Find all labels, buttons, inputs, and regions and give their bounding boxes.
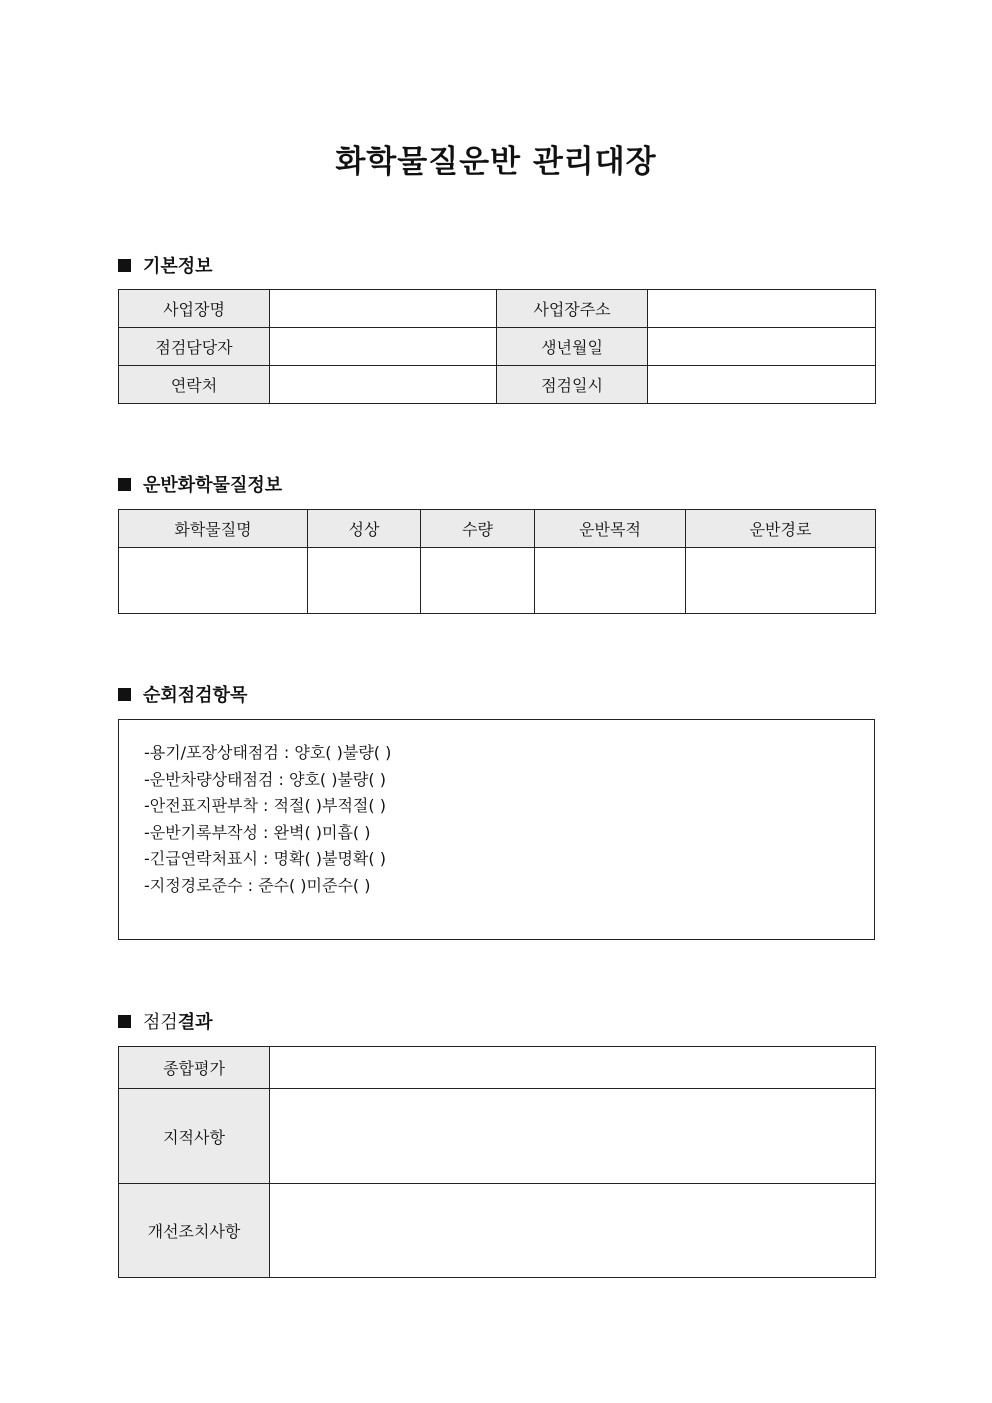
- section-heading-basic: [118, 253, 213, 277]
- state-field[interactable]: [308, 548, 421, 614]
- checklist-item: -안전표지판부착 : 적절( )부적절( ): [144, 796, 386, 816]
- square-bullet-icon: [118, 478, 131, 491]
- label-cell: 생년월일: [497, 328, 648, 366]
- inspector-field[interactable]: [270, 328, 497, 366]
- section-heading-text: 기본정보: [143, 256, 213, 277]
- business-name-field[interactable]: [270, 290, 497, 328]
- chemical-info-table: [118, 509, 876, 614]
- overall-evaluation-field[interactable]: [270, 1047, 876, 1089]
- purpose-field[interactable]: [535, 548, 686, 614]
- section-heading-text: 운반화학물질정보: [143, 475, 283, 496]
- section-heading-result: [118, 1009, 213, 1033]
- section-heading-text-light: 점검: [143, 1012, 178, 1033]
- basic-info-table: [118, 289, 876, 404]
- column-header: 화학물질명: [119, 510, 308, 548]
- chemical-name-field[interactable]: [119, 548, 308, 614]
- business-address-field[interactable]: [648, 290, 876, 328]
- table-row: [119, 290, 876, 328]
- checklist-item: -지정경로준수 : 준수( )미준수( ): [144, 875, 371, 895]
- label-cell: 점검일시: [497, 366, 648, 404]
- checklist-item: -용기/포장상태점검 : 양호( )불량( ): [144, 743, 392, 762]
- checklist: [119, 720, 874, 900]
- table-row: [119, 1089, 876, 1184]
- checklist-item: -긴급연락처표시 : 명확( )불명확( ): [144, 849, 386, 869]
- table-row: [119, 328, 876, 366]
- section-heading-text-bold: 결과: [177, 1012, 213, 1033]
- section-heading-patrol: [118, 682, 247, 706]
- birth-date-field[interactable]: [648, 328, 876, 366]
- table-header-row: [119, 510, 876, 548]
- label-cell: 사업장주소: [497, 290, 648, 328]
- result-table: [118, 1046, 876, 1278]
- inspection-datetime-field[interactable]: [648, 366, 876, 404]
- column-header: 운반목적: [535, 510, 686, 548]
- label-cell: 개선조치사항: [119, 1184, 270, 1278]
- column-header: 수량: [421, 510, 535, 548]
- label-cell: 연락처: [119, 366, 270, 404]
- section-heading-text: 순회점검항목: [143, 685, 248, 706]
- route-field[interactable]: [686, 548, 876, 614]
- square-bullet-icon: [118, 688, 131, 701]
- corrective-actions-field[interactable]: [270, 1184, 876, 1278]
- checklist-item: -운반차량상태점검 : 양호( )불량( ): [144, 769, 386, 789]
- table-row: [119, 366, 876, 404]
- checklist-item: -운반기록부작성 : 완벽( )미흡( ): [144, 822, 371, 842]
- findings-field[interactable]: [270, 1089, 876, 1184]
- contact-field[interactable]: [270, 366, 497, 404]
- label-cell: 점검담당자: [119, 328, 270, 366]
- label-cell: 지적사항: [119, 1089, 270, 1184]
- square-bullet-icon: [118, 259, 131, 272]
- page-title: 화학물질운반 관리대장: [335, 144, 657, 180]
- table-row: [119, 1184, 876, 1278]
- label-cell: 사업장명: [119, 290, 270, 328]
- section-heading-chemical: [118, 472, 282, 496]
- table-row: [119, 1047, 876, 1089]
- column-header: 성상: [308, 510, 421, 548]
- label-cell: 종합평가: [119, 1047, 270, 1089]
- table-row: [119, 548, 876, 614]
- quantity-field[interactable]: [421, 548, 535, 614]
- square-bullet-icon: [118, 1015, 131, 1028]
- patrol-checklist-box: [118, 719, 875, 940]
- column-header: 운반경로: [686, 510, 876, 548]
